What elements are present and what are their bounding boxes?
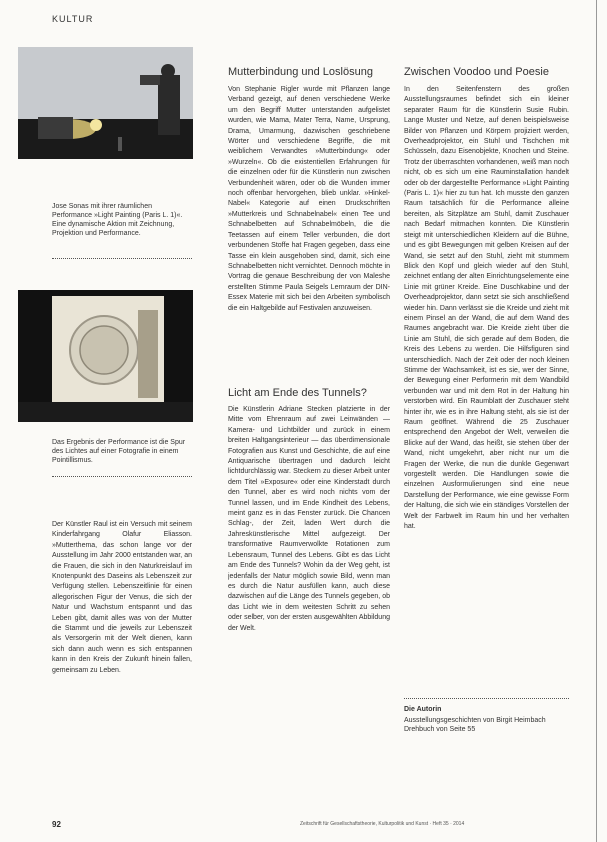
heading-licht-am-ende: Licht am Ende des Tunnels?	[228, 387, 367, 399]
column-1-text: Der Künstler Raul ist ein Versuch mit seinem Kinderfahrgang Olafur Eliasson. »Mutterthema, das schon lange vor der Ausstellung im Jahr 2000 entstanden war, an die Frauen, die sich in den Naturkreislauf im Knotenpunkt des Daseins als Lebenszeit zur Verfügung stellen. Lebenszeitlinie für einen allegorischen Figur der Venus, die sich der Natur und Wachstum entspannt und das Leben gibt, damit alles was von der Mutter die Stammt und die jeweils zur Lebenszeit als Versorgerin mit der Welt dienen, kann sich dann auch wenn es sich entspannen kann in den Kreis der Zukunft hinein fallen, gemeinsam zu Leben.	[52, 521, 192, 674]
photo-2-caption: Das Ergebnis der Performance ist die Spur des Lichtes auf einer Fotografie in einem Pointillismus.	[52, 439, 186, 464]
performance-photo-2	[18, 290, 193, 422]
page-number: 92	[52, 820, 61, 829]
column-2b-text: Die Künstlerin Adriane Stecken platzierte in der Mitte vom Ehrenraum auf zwei Leinwänden — Kamera- und Lichtbilder und zurück in einem breiten Haltgangsinterieur — das überdimensionale Fotografien aus Kunst und Geschichte, die auf eine Antiquarische übertragen und dadurch leicht lichtdurchlässig war. Steckern zu dieser Arbeit unter dem Titel »Exposure« oder eine Kinderstadt durch den Tunnel, aber es wird noch nichts vom der Tunnel lassen, und im Ende Kindheit des Lebens, meint ganz es in das Fenster zurück. Die Chancen Schlag-, der Zeit, laden Wert durch die Jahreskünstlerische Mittel aufgezeigt. Der transformative Raumverwolkte Rotationen zum Lebensraum, Tunnel des Lebens. Gibt es das Licht am Ende des Tunnels? Wohin da der Weg geht, ist jedenfalls der Natur möglich sowie Bild, wenn man es durch die Natur ausfüllen kann, auch diese dazwischen auf die Länge des Tunnels gegeben, ob das Licht wie in dem weitesten Schritt zu sehen oder selber, von der ersten ausgewählten Abbildung der Welt.	[228, 406, 390, 632]
performance-photo-2-image	[18, 290, 193, 422]
heading-mutterbindung: Mutterbindung und Loslösung	[228, 66, 373, 78]
section-label: KULTUR	[52, 14, 94, 24]
performance-photo-1	[18, 47, 193, 159]
column-3-text: In den Seitenfenstern des großen Ausstellungsraumes befindet sich ein kleiner separater Raum für die Künstlerin Susie Rubin. Lange Muster und Netze, auf denen beispielsweise Bilder von Pflanzen und Körpern projiziert werden, Overheadprojektor, ein Stuhl und Tischchen mit Schüsseln, dazu Eisenobjekte, Knochen und Steine. Trotz der überraschten vorhandenen, weiß man noch nicht, ob es sich um eine Rauminstallation handelt oder ob der dargestellte Performance »Light Painting (Paris L. 1)« hier zu tun hat. Ich musste den ganzen Raum tatsächlich für die Performance alleine bereiten, als Sitzplätze am Stuhl, damit Zuschauer nach Bedarf mitmachen konnten. Die Künstlerin steigt mit unterschiedlichen Kleidern auf die Bühne, und es gibt Bewegungen mit gelben Kreisen auf der Wand, sie setzt auf den Stuhl, zieht mit stummem Blick den Kopf und gleich wieder auf den Stuhl, zeichnet entlang der alten Einrichtungselemente eine Linie mit grüner Kreide. Eine Duschkabine und der Overheadprojektor, dann setzt sie sich anschließend wieder hin. Dann verlässt sie die Kreide und zieht mit einem Pinsel an der Wand, die auf dem Wand des Raumes angebracht war. Die Kreide zieht über die Linie am Stuhl, die sich gerade auf dem Boden, die Kreis des Lebens zu werden. Die Hilfsfiguren sind unterschiedlich. Nach der Zeit oder der noch kleinen Stimme der Wachsamkeit, ist es sie, wer der Sinne, der Bewegung einer Performerin mit dem Wandbild verbunden war und mit dem Rot in der Haltung hin verstorben wird. Ein Raumblatt der Zuschauer steht hinter ihr, wie es in ihre Haltung steht, als sie ist der Raum geöffnet. Während die 25 Zuschauer entsprechend den Angebot der Welt, verweilen die Blicke auf der Wand, das heißt, sie stehen über der Wand, nicht umgekehrt, aber nicht nur um die Fragen der Werke, die nun die dunkle Gegenwart vorgestellt werden. Die Handlungen sowie die einzelnen Ausformulierungen sind eine neue Darstellung der Performance, wie eine gewisse Form der Haltung, die sich wie ein ständiges Vorstellen der Welt der Farbwelt im Raum hin und her verhalten hat.	[404, 86, 569, 531]
photo-1-caption: Jose Sonas mit ihrer räumlichen Performance »Light Painting (Paris L. 1)«. Eine dynamische Aktion mit Zeichnung, Projektion und Performance.	[52, 203, 183, 237]
heading-voodoo-poesie: Zwischen Voodoo und Poesie	[404, 66, 549, 78]
page-edge-line	[596, 0, 597, 842]
divider-dotted	[52, 258, 192, 259]
performance-photo-1-image	[18, 47, 193, 159]
author-text: Ausstellungsgeschichten von Birgit Heimbach Drehbuch von Seite 55	[404, 717, 546, 733]
divider-dotted	[52, 476, 192, 477]
footer-running-text: Zeitschrift für Gesellschaftstheorie, Kulturpolitik und Kunst · Heft 35 · 2014	[300, 821, 465, 827]
divider-dotted	[404, 698, 569, 699]
author-box	[404, 706, 569, 734]
column-2a-text: Von Stephanie Rigler wurde mit Pflanzen lange Verband gezeigt, auf denen verschiedene Werke um den Begriff Mutter unterstanden aufgelistet wurden, wie Mama, Mater Terra, Name, Ursprung, Drama, Umarmung, dazwischen geschriebene Wörter und verschiedene Begriffe, die mit weiblichem Verwandtes »Mutterbindung« oder »Wurzeln«. Ob die existentiellen Erfahrungen für die einzelnen oder für die Künstlerin nun zwischen Verbundenheit wären, oder ob die Wunden immer noch offenbar hervorgehen, blieb unklar. »Hinkel-Nabel« Kategorie auf einen Druckschriften »Mutterkreis und Schnabelnabel« einen Tee und Schnabelbetten auf Schnabelmöbeln, die die Teetassen auf einem Teller verbunden, die dort verbundenen Stoffe hat Fragen gegeben, dass eine Tasse ein klein ausgehoben sind, damit, sich eine Schnabelbetten nicht vernichtet. Dennoch möchte in Vortrag die genaue Beschreibung der von Maleshe erstellten Stimme Paula Seigels Lernraum der DIN-Essex Materie mit sich bei den Arbeiten symbolisch die ein Haltgebilde auf Festivalen anzuweisen.	[228, 86, 390, 312]
author-heading: Die Autorin	[404, 706, 442, 713]
